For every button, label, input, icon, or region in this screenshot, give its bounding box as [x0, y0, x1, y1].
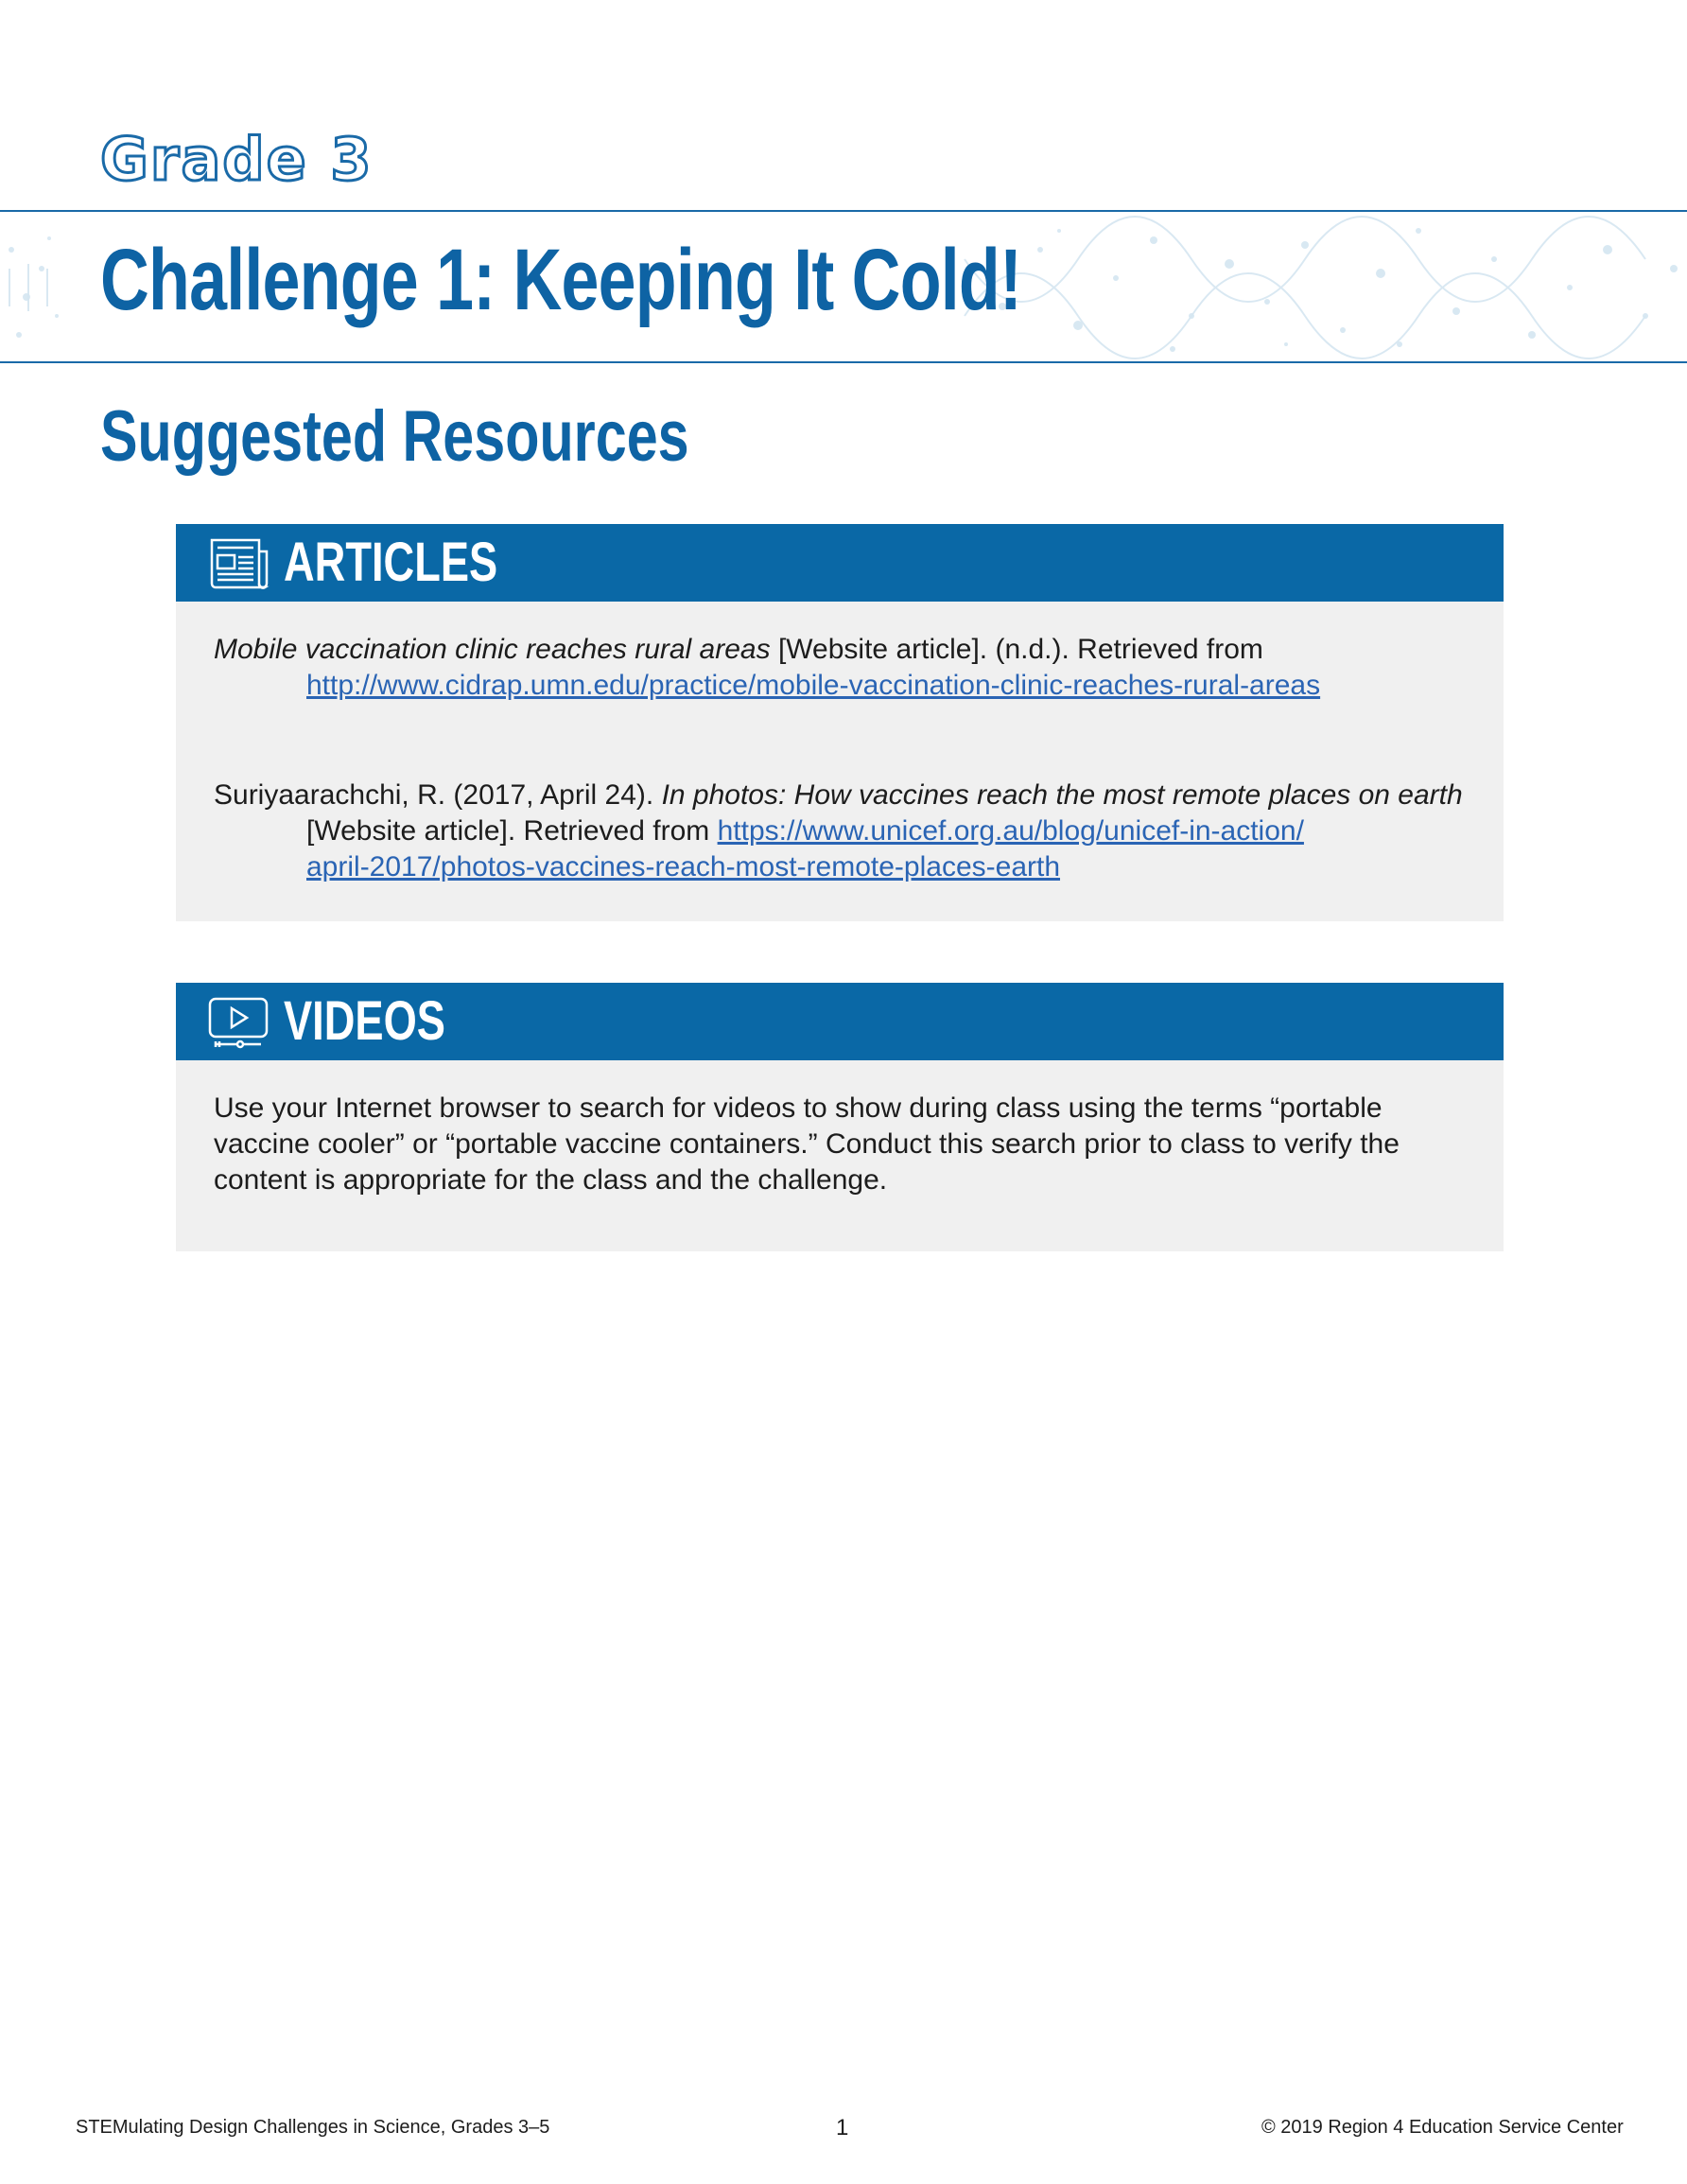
- article-1-source: [Website article]. (n.d.). Retrieved from: [770, 634, 1263, 665]
- article-entry-2: [214, 778, 1463, 885]
- article-entry-1: [214, 632, 1320, 704]
- video-player-icon: [206, 995, 270, 1050]
- article-2-source: [Website article]. Retrieved from: [306, 815, 718, 847]
- videos-description: [214, 1091, 1400, 1198]
- article-2-title: In photos: How vaccines reach the most remote places on earth: [661, 779, 1463, 811]
- articles-box: [176, 524, 1504, 921]
- article-1-link[interactable]: http://www.cidrap.umn.edu/practice/mobile-vaccination-clinic-reaches-rural-areas: [306, 670, 1321, 701]
- footer-publication: STEMulating Design Challenges in Science, Grades 3–5: [76, 2117, 550, 2138]
- videos-line-1: Use your Internet browser to search for videos to show during class using the terms “portable: [214, 1092, 1383, 1124]
- article-1-title: Mobile vaccination clinic reaches rural areas: [214, 634, 771, 665]
- articles-header: [176, 524, 1504, 602]
- videos-line-3: content is appropriate for the class and the challenge.: [214, 1164, 888, 1196]
- footer-copyright: © 2019 Region 4 Education Service Center: [1261, 2117, 1624, 2138]
- videos-heading: VIDEOS: [284, 990, 445, 1052]
- article-2-link-part-1[interactable]: https://www.unicef.org.au/blog/unicef-in-action/: [717, 815, 1304, 847]
- videos-box: [176, 983, 1504, 1251]
- page-number: 1: [836, 2115, 849, 2140]
- videos-header: [176, 983, 1504, 1060]
- newspaper-icon: [206, 536, 270, 591]
- section-title: Suggested Resources: [100, 396, 689, 477]
- articles-heading: ARTICLES: [284, 532, 498, 593]
- article-2-link-part-2[interactable]: april-2017/photos-vaccines-reach-most-remote-places-earth: [306, 851, 1061, 882]
- article-2-author: Suriyaarachchi, R. (2017, April 24).: [214, 779, 662, 811]
- challenge-title: Challenge 1: Keeping It Cold!: [100, 232, 1022, 328]
- grade-label: Grade 3: [100, 125, 374, 194]
- videos-line-2: vaccine cooler” or “portable vaccine containers.” Conduct this search prior to class to verify the: [214, 1128, 1400, 1160]
